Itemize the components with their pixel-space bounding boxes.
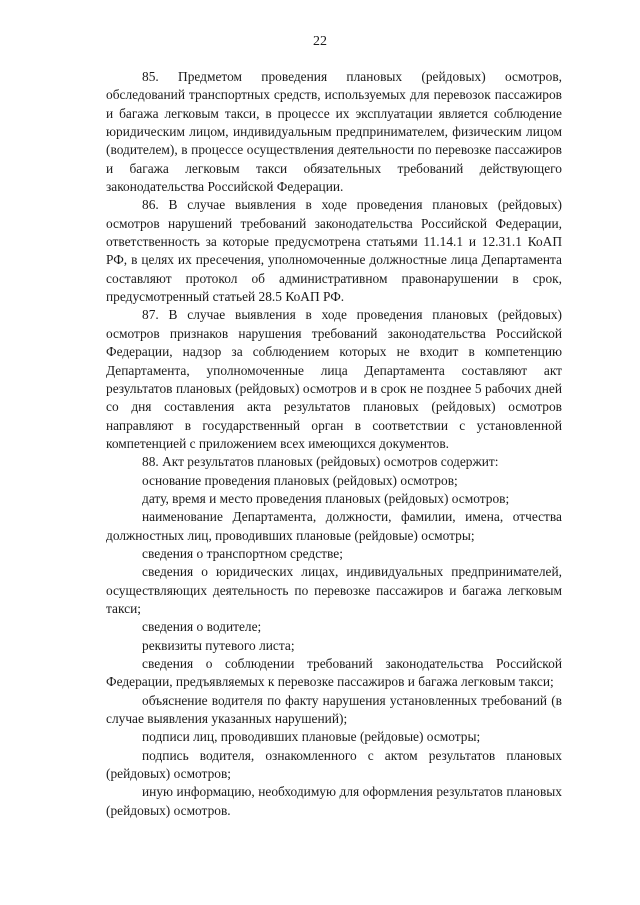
page-number: 22 <box>313 34 327 49</box>
list-item-inspector-signatures: подписи лиц, проводивших плановые (рейдовые) осмотры; <box>142 729 481 745</box>
document-body <box>106 68 562 820</box>
paragraph-87: 87. В случае выявления в ходе проведения плановых (рейдовых) осмотров признаков нарушения требований законодательства Российской Федерации, надзор за соблюдением которых не входит в компетенцию Департамента, уполномоченные лица Департамента составляют акт результатов плановых (рейдовых) осмотров и в срок не позднее 5 рабочих дней со дня составления акта результатов плановых (рейдовых) осмотров направляют в государственный орган в соответствии с установленной компетенцией с приложением всех имеющихся документов. <box>106 307 562 451</box>
list-item-waybill: реквизиты путевого листа; <box>142 637 295 653</box>
paragraph-88: 88. Акт результатов плановых (рейдовых) осмотров содержит: <box>142 454 499 470</box>
list-item-driver-signature: подпись водителя, ознакомленного с актом результатов плановых (рейдовых) осмотров; <box>106 747 562 782</box>
paragraph-85: 85. Предметом проведения плановых (рейдовых) осмотров, обследований транспортных средств, используемых для перевозок пассажиров и багажа легковым такси, в процессе их эксплуатации является соблюдение юридическим лицом, индивидуальным предпринимателем, физическим лицом (водителем), в процессе осуществления деятельности по перевозке пассажиров и багажа легковым такси обязательных требований действующего законодательства Российской Федерации. <box>106 69 562 195</box>
list-item-compliance: сведения о соблюдении требований законодательства Российской Федерации, предъявляемых к перевозке пассажиров и багажа легковым такси; <box>106 656 562 690</box>
list-item-driver-explanation: объяснение водителя по факту нарушения установленных требований (в случае выявления указанных нарушений); <box>106 692 562 727</box>
paragraph-86: 86. В случае выявления в ходе проведения плановых (рейдовых) осмотров нарушений требований законодательства Российской Федерации, ответственность за которые предусмотрена статьями 11.14.1 и 12.31.1 КоАП РФ, в целях их пресечения, уполномоченные должностные лица Департамента составляют протокол об административном правонарушении в срок, предусмотренный статьей 28.5 КоАП РФ. <box>106 197 562 305</box>
list-item-date-time-place: дату, время и место проведения плановых (рейдовых) осмотров; <box>142 490 510 506</box>
list-item-basis: основание проведения плановых (рейдовых) осмотров; <box>142 472 458 488</box>
list-item-department-officials: наименование Департамента, должности, фамилии, имена, отчества должностных лиц, проводивших плановые (рейдовые) осмотры; <box>106 509 562 543</box>
list-item-other-info: иную информацию, необходимую для оформления результатов плановых (рейдовых) осмотров. <box>106 784 562 818</box>
list-item-legal-entities: сведения о юридических лицах, индивидуальных предпринимателей, осуществляющих деятельность по перевозке пассажиров и багажа легковым такси; <box>106 564 562 616</box>
list-item-driver: сведения о водителе; <box>142 619 262 635</box>
list-item-vehicle: сведения о транспортном средстве; <box>142 545 343 561</box>
